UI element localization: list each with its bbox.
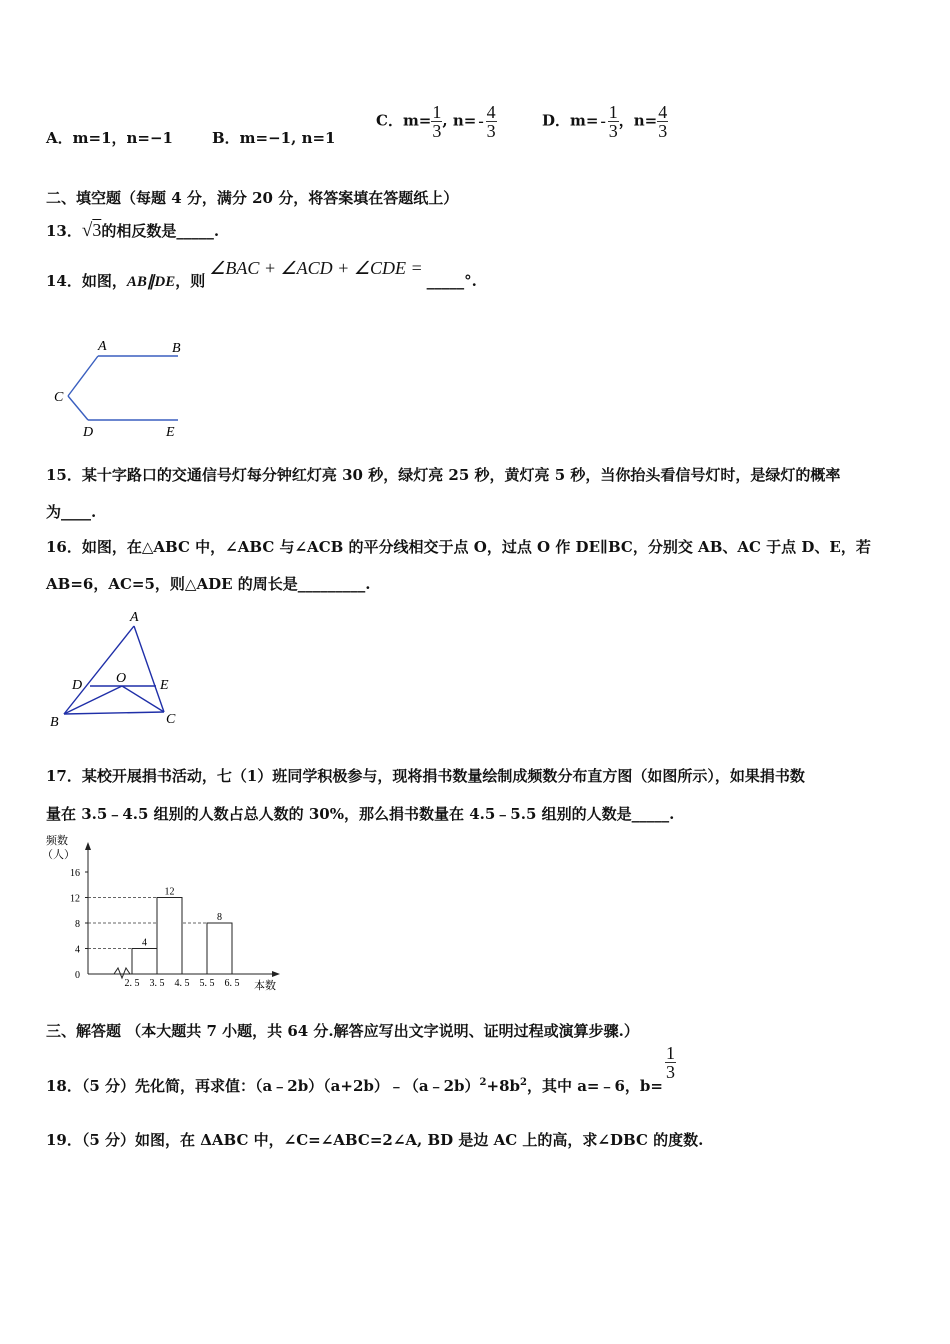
x-tick-label: 5. 5: [199, 978, 215, 989]
fraction-numerator: 4: [486, 102, 496, 122]
q12-option-d-sep: ，n=: [618, 111, 658, 130]
y-tick-label: 8: [75, 919, 80, 930]
frequency-histogram: [40, 832, 290, 994]
sqrt-symbol: √: [81, 220, 93, 241]
fraction-denominator: 3: [658, 121, 668, 141]
section2-title: 二、填空题（每题 4 分，满分 20 分，将答案填在答题纸上）: [46, 189, 459, 207]
bar-value-label: 12: [164, 886, 175, 898]
figure-14: [46, 336, 196, 442]
fraction-numerator: 1: [608, 102, 618, 122]
q14-angle-expression: ∠BAC + ∠ACD + ∠CDE =: [209, 258, 423, 278]
q14-blank: _____°.: [426, 272, 477, 290]
q18-superscript-2: 2: [520, 1076, 527, 1088]
y-tick-label: 12: [70, 893, 80, 905]
q12-option-c-sep: , n=: [442, 111, 477, 130]
fraction-denominator: 3: [486, 121, 496, 141]
line-ca: [68, 356, 98, 396]
question-13: [46, 220, 219, 242]
x-tick-label: 4. 5: [174, 978, 190, 989]
q17-line1: 17．某校开展捐书活动，七（1）班同学积极参与，现将捐书数量绘制成频数分布直方图（如图所示），如果捐书数: [46, 767, 805, 785]
q12-c-m-fraction: [431, 103, 442, 140]
line-cd: [68, 396, 88, 420]
q13-radicand: 3: [92, 220, 102, 240]
q14-intro: 14．如图，: [46, 272, 127, 290]
label-a: A: [130, 610, 139, 625]
section3-title: 三、解答题 （本大题共 7 小题，共 64 分.解答应写出文字说明、证明过程或演算步骤.）: [46, 1022, 639, 1040]
fraction-numerator: 1: [432, 102, 442, 122]
fraction-denominator: 3: [608, 121, 618, 141]
y-tick-label: 16: [70, 868, 80, 879]
q12-option-c-prefix: C．m=: [376, 111, 432, 130]
histogram-marks: [132, 887, 232, 975]
y-tick-label: 4: [75, 944, 80, 956]
line-co: [122, 686, 164, 712]
bar-value-label: 8: [217, 912, 222, 923]
y-axis-arrow: [85, 842, 91, 850]
label-e: E: [160, 678, 169, 693]
label-a: A: [98, 339, 107, 354]
histogram-bar: [207, 923, 232, 974]
x-tick-label: 2. 5: [124, 978, 140, 989]
axis-break-zigzag: [114, 968, 130, 978]
q12-d-m-fraction: [608, 103, 619, 140]
q18-superscript-1: 2: [479, 1076, 487, 1088]
q18-text-values: ，其中 a=﹣6，b=: [526, 1076, 663, 1095]
q12-option-c: [376, 103, 497, 140]
label-c: C: [54, 390, 64, 405]
label-c: C: [166, 712, 176, 727]
q18-b-fraction: [665, 1044, 676, 1081]
question-14: [46, 258, 477, 291]
x-tick-label: 3. 5: [149, 978, 165, 989]
q12-c-minus: -: [478, 112, 484, 130]
y-axis-title-line2: （人）: [42, 849, 75, 861]
histogram-bar: [157, 898, 182, 975]
q16-line2: AB=6，AC=5，则△ADE 的周长是_________.: [46, 575, 371, 593]
histogram-bar: [132, 949, 157, 975]
line-ab: [64, 626, 134, 714]
bar-value-label: 4: [142, 937, 147, 949]
line-bc: [64, 712, 164, 714]
label-d: D: [72, 678, 83, 693]
figure-16: [46, 604, 196, 732]
y-axis-title-line1: 频数: [46, 835, 68, 847]
fraction-denominator: 3: [666, 1062, 675, 1082]
q14-then: ，则: [175, 272, 206, 290]
q18-text-b-squared: +8b: [486, 1076, 521, 1095]
label-d: D: [83, 425, 94, 440]
q16-line1: 16．如图，在△ABC 中，∠ABC 与∠ACB 的平分线相交于点 O，过点 O 作 DE∥BC，分别交 AB、AC 于点 D、E，若: [46, 538, 871, 556]
fraction-numerator: 1: [666, 1043, 675, 1063]
q12-option-a: A．m=1，n=−1: [46, 129, 173, 147]
y-tick-label: 0: [75, 970, 80, 981]
q12-option-d-prefix: D．m=: [542, 111, 599, 130]
q15-line2: 为____.: [46, 503, 97, 521]
label-o: O: [116, 671, 127, 686]
q13-text: 的相反数是_____.: [101, 222, 220, 240]
q12-d-minus: -: [600, 112, 606, 130]
label-e: E: [166, 425, 175, 440]
q12-d-n-fraction: [657, 103, 668, 140]
x-tick-label: 6. 5: [224, 978, 240, 989]
q15-line1: 15．某十字路口的交通信号灯每分钟红灯亮 30 秒，绿灯亮 25 秒，黄灯亮 5 秒，当你抬头看信号灯时，是绿灯的概率: [46, 466, 841, 484]
label-b: B: [50, 715, 59, 730]
q18-text: [46, 1077, 663, 1095]
q12-option-b: B．m=−1, n=1: [212, 129, 336, 147]
x-axis-arrow: [272, 971, 280, 977]
q13-number: 13．: [46, 222, 82, 240]
q17-line2: 量在 3.5﹣4.5 组别的人数占总人数的 30%，那么捐书数量在 4.5﹣5.5 组别的人数是_____.: [46, 805, 675, 823]
fraction-numerator: 4: [658, 102, 668, 122]
q12-option-d: [542, 103, 668, 140]
label-b: B: [172, 341, 181, 356]
line-ac: [134, 626, 164, 712]
fraction-denominator: 3: [432, 121, 442, 141]
q12-c-n-fraction: [486, 103, 497, 140]
question-19: 19．（5 分）如图，在 ΔABC 中，∠C=∠ABC=2∠A, BD 是边 AC 上的高，求∠DBC 的度数.: [46, 1131, 704, 1149]
x-axis-title: 本数: [254, 980, 276, 992]
question-18: [46, 1043, 676, 1095]
q14-parallel: AB∥DE: [126, 274, 176, 290]
q18-text-main: 18．（5 分）先化简，再求值：（a﹣2b）（a+2b）﹣（a﹣2b）: [46, 1076, 480, 1095]
